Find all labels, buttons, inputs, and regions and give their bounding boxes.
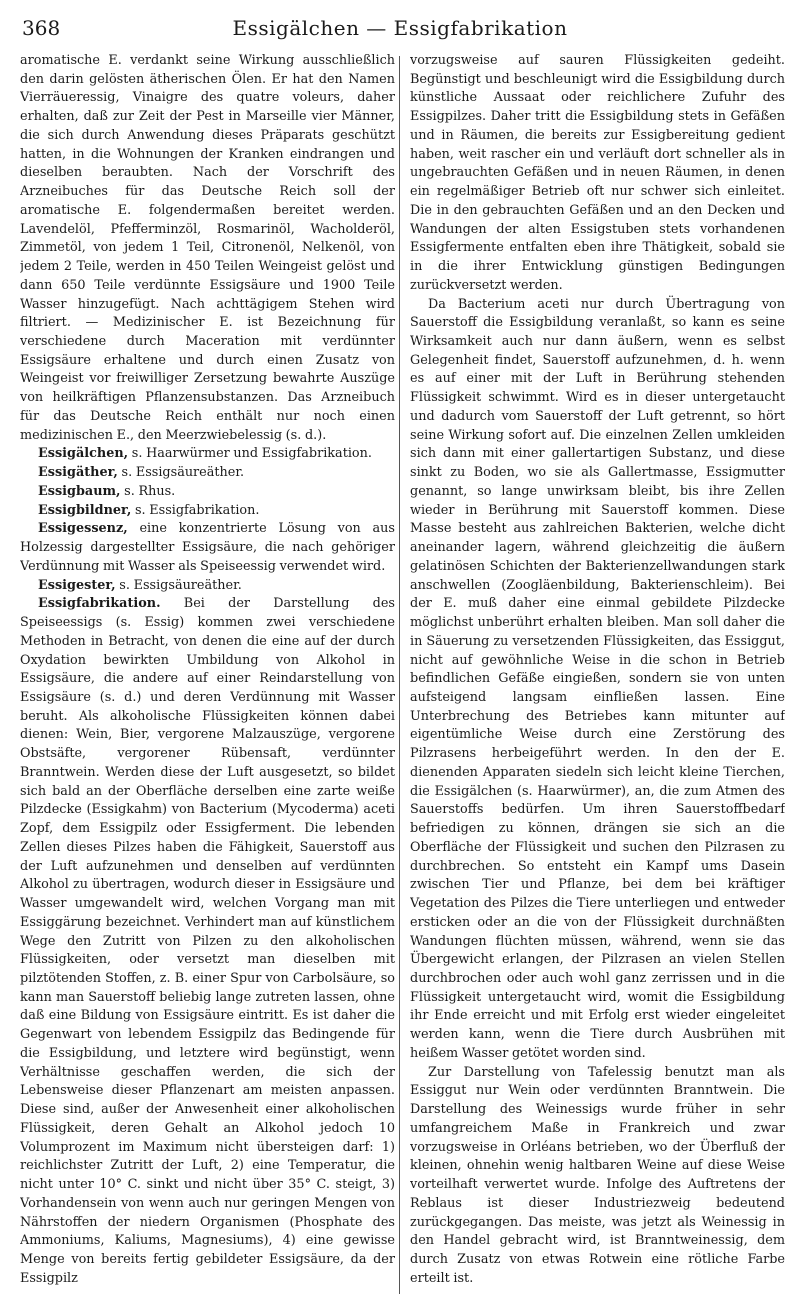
paragraph: Da Bacterium aceti nur durch Übertragung von Sauerstoff die Essigbildung veranlaßt, so kann es seine Wirksamkeit auch nur dann äußern, wenn es selbst Gelegenheit findet, Sauerstoff aufzunehmen, d. h. wenn es auf einer mit der Luft in Berührung stehenden Flüssigkeit schwimmt. Wird es in dieser untergetaucht und dadurch vom Sauerstoff der Luft getrennt, so hört seine Wirkung sofort auf. Die einzelnen Zellen umkleiden sich dann mit einer gallertartigen Substanz, und diese sinkt zu Boden, wo sie als Gallertmasse, Essigmutter genannt, so lange unwirksam bleibt, bis ihre Zellen wieder in Berührung mit Sauerstoff kommen. Diese Masse besteht aus zahlreichen Bakterien, welche dicht aneinander lagern, während gleichzeitig die äußern gelatinösen Schichten der Bakterienzellwandungen stark anschwellen (Zoogläenbildung, Bakterienschleim). Bei der E. muß daher eine einmal gebildete Pilzdecke möglichst unberührt erhalten bleiben. Man soll daher die in Säuerung zu versetzenden Flüssigkeiten, das Essiggut, nicht auf gewöhnliche Weise in die schon in Betrieb befindlichen Gefäße eingießen, sondern sie von unten aufsteigend langsam einfließen lassen. Eine Unterbrechung des Betriebes kann mitunter auf eigentümliche Weise durch eine Zerstörung des Pilzrasens herbeigeführt werden. In den der E. dienenden Apparaten siedeln sich leicht kleine Tierchen, die Essigälchen (s. Haarwürmer), an, die zum Atmen des Sauerstoffs bedürfen. Um ihren Sauerstoffbedarf befriedigen zu können, drängen sie sich an die Oberfläche der Flüssigkeit und suchen den Pilzrasen zu durchbrechen. So entsteht ein Kampf ums Dasein zwischen Tier und Pflanze, bei dem bei kräftiger Vegetation des Pilzes die Tiere unterliegen und entweder ersticken oder an die von der Flüssigkeit durchnäßten Wandungen flüchten müssen, während, wenn sie das Übergewicht erlangen, der Pilzrasen an vielen Stellen durchbrochen oder auch wohl ganz zerrissen und in die Flüssigkeit untergetaucht wird, womit die Essigbildung ihr Ende erreicht und mit Erfolg erst wieder eingeleitet werden kann, wenn die Tiere durch Ausbrühen mit heißem Wasser getötet worden sind. bbox=[410, 296, 785, 1061]
entry-text: s. Essigfabrikation. bbox=[131, 502, 260, 518]
entry-essigbaum bbox=[20, 483, 395, 502]
entry-text: eine konzentrierte Lösung von aus Holzessig dargestellter Essigsäure, die nach gehöriger Verdünnung mit Wasser als Speiseessig verwendet wird. bbox=[20, 521, 395, 574]
entry-essigaether bbox=[20, 464, 395, 483]
entry-headword: Essigbildner, bbox=[38, 502, 132, 518]
entry-headword: Essigessenz, bbox=[38, 521, 128, 537]
page-number: 368 bbox=[22, 16, 61, 40]
paragraph: aromatische E. verdankt seine Wirkung ausschließlich den darin gelösten ätherischen Ölen. Er hat den Namen Vierräueressig, Vinaigre des quatre voleurs, daher erhalten, daß zur Zeit der Pest in Marseille vier Männer, die sich durch Anwendung dieses Präparats geschützt hatten, in die Wohnungen der Kranken eindrangen und dieselben beraubten. Nach der Vorschrift des Arzneibuches für das Deutsche Reich soll der aromatische E. folgendermaßen bereitet werden. Lavendelöl, Pfefferminzöl, Rosmarinöl, Wacholderöl, Zimmetöl, von jedem 1 Teil, Citronenöl, Nelkenöl, von jedem 2 Teile, werden in 450 Teilen Weingeist gelöst und dann 650 Teile verdünnte Essigsäure und 1900 Teile Wasser hinzugefügt. Nach achttägigem Stehen wird filtriert. — Medizinischer E. ist Bezeichnung für verschiedene durch Maceration mit verdünnter Essigsäure erhaltene und durch einen Zusatz von Weingeist vor freiwilliger Zersetzung bewahrte Auszüge von heilkräftigen Pflanzensubstanzen. Das Arzneibuch für das Deutsche Reich enthält nur noch einen medizinischen E., den Meerzwiebelessig (s. d.). bbox=[20, 53, 395, 443]
entry-text: s. Haarwürmer und Essigfabrikation. bbox=[128, 446, 372, 462]
entry-headword: Essigester, bbox=[38, 577, 116, 593]
right-column bbox=[410, 52, 785, 1300]
entry-essigbildner bbox=[20, 502, 395, 521]
entry-headword: Essigfabrikation. bbox=[38, 596, 161, 612]
left-column bbox=[20, 52, 395, 1300]
entry-headword: Essigäther, bbox=[38, 465, 118, 481]
entry-essigessenz bbox=[20, 520, 395, 576]
entry-text: s. Essigsäureäther. bbox=[117, 465, 245, 481]
entry-essigfabrikation bbox=[20, 595, 395, 1288]
entry-headword: Essigälchen, bbox=[38, 446, 129, 462]
entry-text: s. Essigsäureäther. bbox=[115, 577, 242, 593]
paragraph: Zur Darstellung von Tafelessig benutzt man als Essiggut nur Wein oder verdünnten Branntwein. Die Darstellung des Weinessigs wurde früher in sehr umfangreichem Maße in Frankreich und zwar vorzugsweise in Orléans betrieben, wo der Überfluß der kleinen, ohnehin wenig haltbaren Weine auf diese Weise vorteilhaft verwertet wurde. Infolge des Auftretens der Reblaus ist dieser Industriezweig bedeutend zurückgegangen. Das meiste, was jetzt als Weinessig in den Handel gebracht wird, ist Branntweinessig, dem durch Zusatz von etwas Rotwein eine rötliche Farbe erteilt ist. bbox=[410, 1064, 785, 1286]
entry-headword: Essigbaum, bbox=[38, 483, 121, 499]
running-title: Essigälchen — Essigfabrikation bbox=[232, 16, 568, 40]
entry-text: Bei der Darstellung des Speiseessigs (s. Essig) kommen zwei verschiedene Methoden in Betracht, von denen die eine auf der durch Oxydation bewirkten Umbildung von Alkohol in Essigsäure, die andere auf einer Reindarstellung von Essigsäure (s. d.) und deren Verdünnung mit Wasser beruht. Als alkoholische Flüssigkeiten können dabei dienen: Wein, Bier, vergorene Malzauszüge, vergorene Obstsäfte, vergorener Rübensaft, verdünnter Branntwein. Werden diese der Luft ausgesetzt, so bildet sich bald an der Oberfläche derselben eine zarte weiße Pilzdecke (Essigkahm) von Bacterium (Mycoderma) aceti Zopf, dem Essigpilz oder Essigferment. Die lebenden Zellen dieses Pilzes haben die Fähigkeit, Sauerstoff aus der Luft aufzunehmen und denselben auf verdünnten Alkohol zu übertragen, wodurch dieser in Essigsäure und Wasser umgewandelt wird, welchen Vorgang man mit Essiggärung bezeichnet. Verhindert man auf künstlichem Wege den Zutritt von Pilzen zu den alkoholischen Flüssigkeiten, oder versetzt man dieselben mit pilztötenden Stoffen, z. B. einer Spur von Carbolsäure, so kann man Sauerstoff beliebig lange zutreten lassen, ohne daß eine Bildung von Essigsäure eintritt. Es ist daher die Gegenwart von lebendem Essigpilz das Bedingende für die Essigbildung, und letztere wird begünstigt, wenn Verhältnisse geschaffen werden, die sich der Lebensweise dieser Pflanzenart am meisten anpassen. Diese sind, außer der Anwesenheit einer alkoholischen Flüssigkeit, deren Gehalt an Alkohol jedoch 10 Volumprozent im Maximum nicht übersteigen darf: 1) reichlichster Zutritt der Luft, 2) eine Temperatur, die nicht unter 10° C. sinkt und nicht über 35° C. steigt, 3) Vorhandensein von wenn auch nur geringen Mengen von Nährstoffen der niedern Organismen (Phosphate des Ammoniums, Kaliums, Magnesiums), 4) eine gewisse Menge von bereits fertig gebildeter Essigsäure, da der Essigpilz bbox=[20, 596, 395, 1286]
entry-essigester bbox=[20, 577, 395, 596]
column-divider bbox=[399, 56, 400, 1294]
page-header bbox=[22, 8, 778, 48]
entry-text: s. Rhus. bbox=[120, 483, 176, 499]
paragraph: vorzugsweise auf sauren Flüssigkeiten gedeiht. Begünstigt und beschleunigt wird die Essigbildung durch künstliche Aussaat oder reichlichere Zufuhr des Essigpilzes. Daher tritt die Essigbildung stets in Gefäßen und in Räumen, die bereits zur Essigbereitung gedient haben, weit rascher ein und verläuft dort schneller als in ungebrauchten Gefäßen und in neuen Räumen, in denen ein regelmäßiger Betrieb oft nur schwer sich einleitet. Die in den gebrauchten Gefäßen und an den Decken und Wandungen der alten Essigstuben stets vorhandenen Essigfermente entfalten eben ihre Thätigkeit, sobald sie in die ihrer Entwicklung günstigen Bedingungen zurückversetzt werden. bbox=[410, 53, 785, 293]
entry-essigaelchen bbox=[20, 445, 395, 464]
